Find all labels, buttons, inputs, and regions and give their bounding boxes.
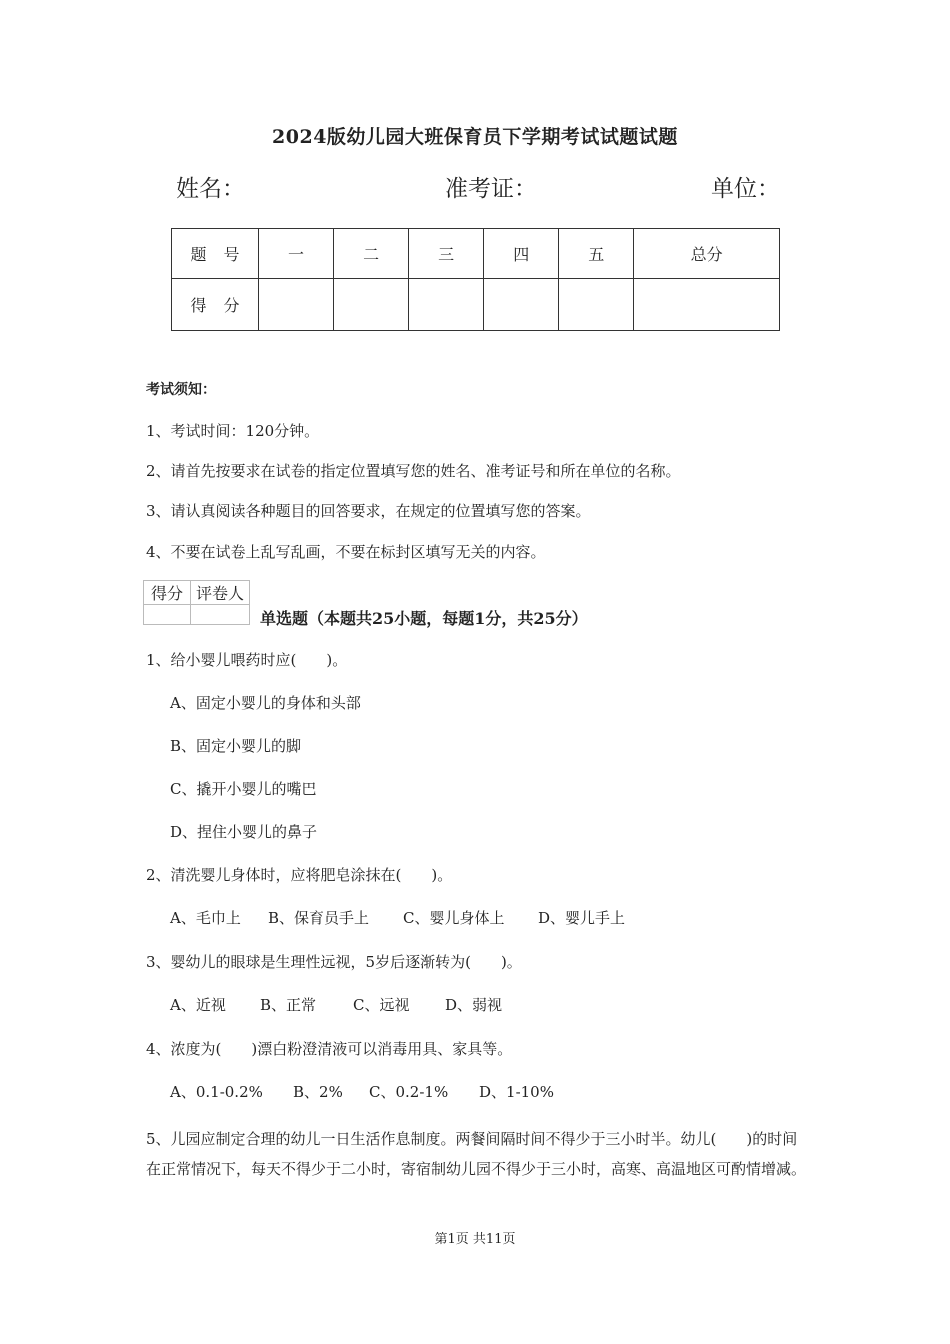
- option-item: A、毛巾上: [170, 909, 241, 927]
- notice-item: 4、不要在试卷上乱写乱画，不要在标封区填写无关的内容。: [146, 543, 546, 561]
- score-cell: [259, 279, 334, 331]
- score-table-score-row: [172, 279, 780, 331]
- option-item: B、2%: [293, 1083, 343, 1101]
- option-row: [170, 1081, 554, 1102]
- question-text: 5、儿园应制定合理的幼儿一日生活作息制度。两餐间隔时间不得少于三小时半。幼儿( )的时间在正常情况下，每天不得少于二小时，寄宿制幼儿园不得少于三小时，高寒、高温地区可酌情增减。: [146, 1130, 807, 1178]
- document-title: 2024版幼儿园大班保育员下学期考试试题试题: [272, 126, 678, 148]
- option-item: C、撬开小婴儿的嘴巴: [170, 780, 317, 798]
- unit-label: 单位：: [711, 176, 780, 202]
- grader-score-cell: [144, 605, 191, 625]
- question-text: 2、清洗婴儿身体时，应将肥皂涂抹在( )。: [146, 866, 453, 884]
- grader-reviewer-label: 评卷人: [191, 581, 250, 605]
- option-row: [170, 907, 625, 928]
- notice-item: 2、请首先按要求在试卷的指定位置填写您的姓名、准考证号和所在单位的名称。: [146, 462, 681, 480]
- section-title: 单选题（本题共25小题，每题1分，共25分）: [260, 609, 588, 628]
- column-header: 二: [334, 229, 409, 279]
- score-table-header-row: [172, 229, 780, 279]
- option-item: A、0.1-0.2%: [170, 1083, 263, 1101]
- question-text: 4、浓度为( )漂白粉澄清液可以消毒用具、家具等。: [146, 1040, 513, 1058]
- option-item: D、弱视: [445, 996, 503, 1014]
- notice-item: 1、考试时间：120分钟。: [146, 422, 320, 440]
- option-row: [170, 994, 502, 1015]
- score-table: [171, 228, 780, 331]
- option-item: C、婴儿身体上: [403, 909, 505, 927]
- page-footer: 第1页 共11页: [434, 1232, 516, 1247]
- question-text: 3、婴幼儿的眼球是生理性远视，5岁后逐渐转为( )。: [146, 953, 522, 971]
- question-number-label: 题 号: [172, 229, 259, 279]
- score-cell: [559, 279, 634, 331]
- column-header: 五: [559, 229, 634, 279]
- option-item: D、婴儿手上: [538, 909, 626, 927]
- score-cell: [334, 279, 409, 331]
- exam-number-label: 准考证：: [445, 176, 537, 202]
- score-label: 得 分: [172, 279, 259, 331]
- name-label: 姓名：: [176, 176, 245, 202]
- option-item: A、近视: [170, 996, 226, 1014]
- grader-reviewer-cell: [191, 605, 250, 625]
- notice-heading: 考试须知：: [146, 382, 216, 398]
- question-text: 1、给小婴儿喂药时应( )。: [146, 651, 348, 669]
- option-item: A、固定小婴儿的身体和头部: [170, 694, 361, 712]
- column-header: 一: [259, 229, 334, 279]
- score-cell: [484, 279, 559, 331]
- option-item: B、固定小婴儿的脚: [170, 737, 302, 755]
- score-cell: [634, 279, 780, 331]
- column-header: 三: [409, 229, 484, 279]
- score-cell: [409, 279, 484, 331]
- column-header: 四: [484, 229, 559, 279]
- grader-box: [143, 580, 250, 625]
- option-item: D、1-10%: [479, 1083, 554, 1101]
- option-item: B、正常: [260, 996, 317, 1014]
- option-item: C、0.2-1%: [369, 1083, 449, 1101]
- column-header: 总分: [634, 229, 780, 279]
- option-item: D、捏住小婴儿的鼻子: [170, 823, 318, 841]
- option-item: C、远视: [353, 996, 410, 1014]
- notice-item: 3、请认真阅读各种题目的回答要求，在规定的位置填写您的答案。: [146, 502, 591, 520]
- grader-score-label: 得分: [144, 581, 191, 605]
- option-item: B、保育员手上: [268, 909, 370, 927]
